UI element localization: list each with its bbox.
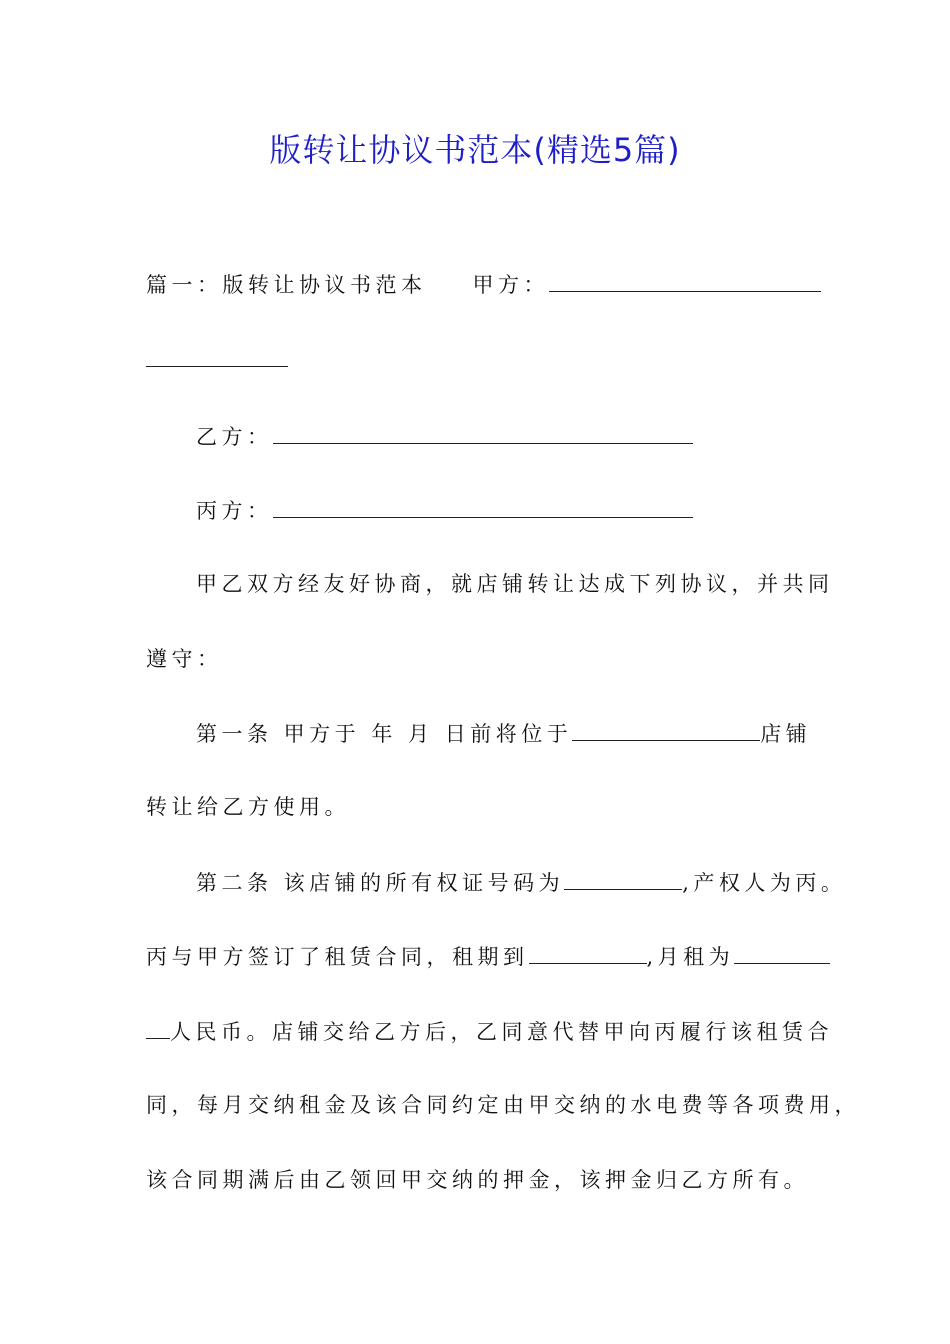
party-a-label: 甲方： <box>472 273 549 297</box>
party-c-line <box>196 495 876 526</box>
article1-text-2: 店铺 <box>760 722 812 746</box>
document-title: 版转让协议书范本(精选5篇) <box>269 131 681 169</box>
article2-line-5: 该合同期满后由乙领回甲交纳的押金，该押金归乙方所有。 <box>146 1168 809 1192</box>
article2-line-4: 同，每月交纳租金及该合同约定由甲交纳的水电费等各项费用， <box>146 1093 860 1117</box>
article2-text-5: 人民币。店铺交给乙方后，乙同意代替甲向丙履行该租赁合 <box>170 1020 833 1044</box>
article2-line-1 <box>196 867 876 898</box>
article2-line-2 <box>146 941 826 972</box>
party-c-blank <box>273 495 693 518</box>
intro-line-1: 甲乙双方经友好协商，就店铺转让达成下列协议，并共同 <box>196 572 834 596</box>
monthly-rent-blank-continued <box>146 1016 170 1039</box>
article2-line-3 <box>146 1016 833 1047</box>
certificate-number-blank <box>564 867 682 890</box>
article1-line-2: 转让给乙方使用。 <box>146 795 350 819</box>
article2-text-2: ,产权人为丙。 <box>682 871 847 895</box>
article2-text-3: 丙与甲方签订了租赁合同，租期到 <box>146 945 529 969</box>
lease-term-blank <box>529 941 647 964</box>
article1-location-blank <box>572 718 760 741</box>
monthly-rent-blank <box>734 941 830 964</box>
party-a-blank-continued-line <box>146 344 826 375</box>
article2-text-1: 第二条 该店铺的所有权证号码为 <box>196 871 565 895</box>
section1-heading-line <box>146 269 826 300</box>
section1-heading: 篇一：版转让协议书范本 <box>146 273 427 297</box>
party-c-label: 丙方： <box>196 499 273 523</box>
party-a-blank <box>549 269 821 292</box>
article2-text-4: ,月租为 <box>646 945 735 969</box>
article1-text-1: 第一条 甲方于 年 月 日前将位于 <box>196 722 573 746</box>
party-b-label: 乙方： <box>196 425 273 449</box>
party-b-line <box>196 421 876 452</box>
party-b-blank <box>273 421 693 444</box>
article1-line-1 <box>196 718 876 749</box>
intro-line-2: 遵守： <box>146 647 223 671</box>
party-a-blank-continued <box>146 344 288 367</box>
